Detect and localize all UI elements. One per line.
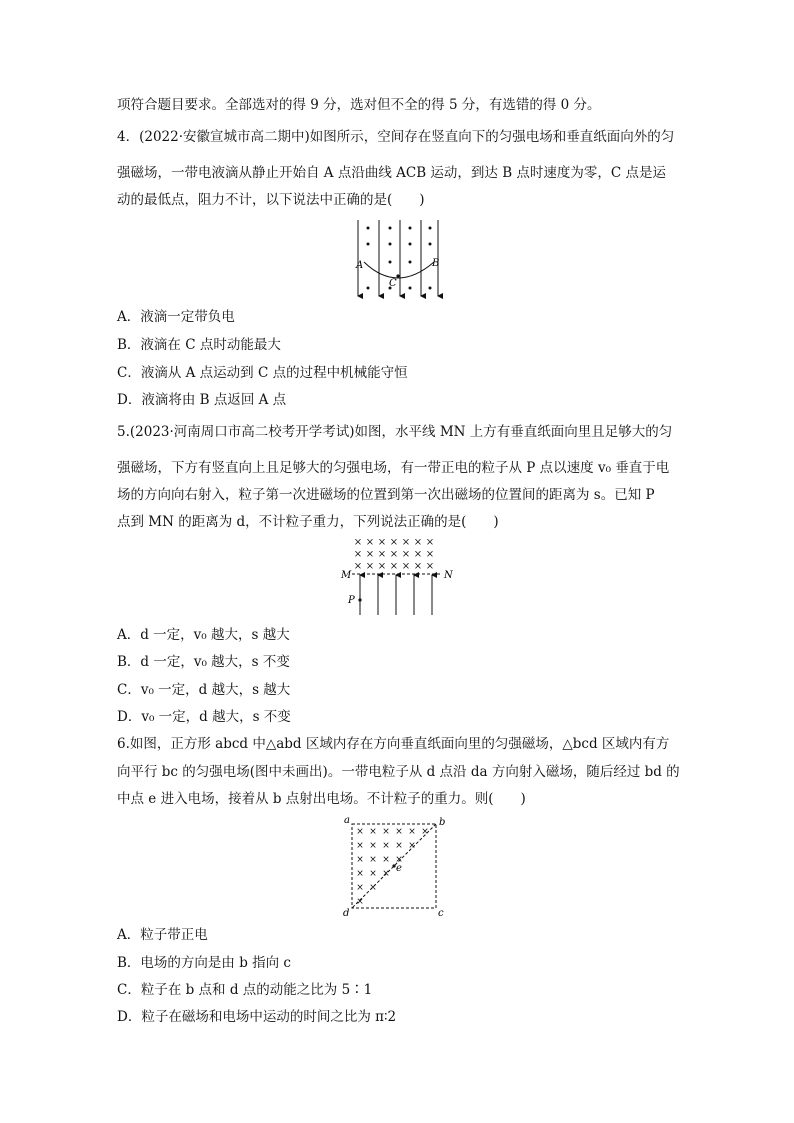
q6-label-d: d — [343, 908, 350, 919]
q4-magnetic-field-dots — [367, 227, 432, 290]
q6-stem-line-3: 中点 e 进入电场，接着从 b 点射出电场。不计粒子的重力。则( ) — [117, 791, 526, 807]
svg-text:×: × — [389, 549, 399, 560]
section-instruction: 项符合题目要求。全部选对的得 9 分，选对但不全的得 5 分，有选错的得 0 分。 — [117, 97, 601, 113]
q4-option-a: A．液滴一定带负电 — [117, 309, 235, 325]
svg-text:×: × — [377, 561, 387, 572]
q5-option-d: D．v₀ 一定，d 越大，s 不变 — [117, 709, 291, 725]
q5-option-a: A．d 一定，v₀ 越大，s 越大 — [117, 627, 290, 643]
svg-text:×: × — [395, 841, 403, 851]
svg-text:×: × — [353, 561, 363, 572]
q4-option-d: D．液滴将由 B 点返回 A 点 — [117, 392, 287, 408]
svg-text:×: × — [365, 549, 375, 560]
q4-stem-line-3: 动的最低点，阻力不计，以下说法中正确的是( ) — [117, 192, 425, 208]
q4-option-c: C．液滴从 A 点运动到 C 点的过程中机械能守恒 — [117, 365, 408, 381]
q6-label-b: b — [439, 817, 446, 828]
svg-text:×: × — [421, 827, 429, 837]
svg-text:×: × — [356, 897, 364, 907]
q6-label-a: a — [344, 815, 350, 826]
q4-option-b: B．液滴在 C 点时动能最大 — [117, 337, 281, 353]
svg-text:×: × — [365, 561, 375, 572]
svg-text:×: × — [353, 537, 363, 548]
svg-text:×: × — [401, 561, 411, 572]
svg-text:×: × — [425, 561, 435, 572]
q5-point-p — [358, 598, 361, 601]
q5-label-m: M — [341, 570, 352, 581]
q4-label-b: B — [432, 258, 440, 269]
svg-text:×: × — [382, 827, 390, 837]
svg-text:×: × — [401, 537, 411, 548]
svg-text:×: × — [356, 827, 364, 837]
svg-text:×: × — [356, 855, 364, 865]
svg-text:×: × — [356, 883, 364, 893]
q6-stem-line-1: 6.如图，正方形 abcd 中△abd 区域内存在方向垂直纸面向里的匀强磁场，△bcd 区域内有方 — [117, 736, 670, 752]
svg-text:×: × — [369, 855, 377, 865]
svg-text:×: × — [356, 841, 364, 851]
svg-text:×: × — [395, 855, 403, 865]
svg-text:×: × — [413, 537, 423, 548]
q6-label-e: e — [396, 863, 402, 874]
svg-text:×: × — [425, 549, 435, 560]
q4-label-a: A — [356, 260, 364, 271]
q6-option-b: B．电场的方向是由 b 指向 c — [117, 955, 291, 971]
svg-text:×: × — [389, 561, 399, 572]
svg-text:×: × — [389, 537, 399, 548]
svg-text:×: × — [377, 537, 387, 548]
q4-label-c: C — [389, 278, 397, 289]
svg-text:×: × — [382, 841, 390, 851]
svg-text:×: × — [369, 827, 377, 837]
svg-text:×: × — [369, 841, 377, 851]
q5-stem-line-4: 点到 MN 的距离为 d，不计粒子重力，下列说法正确的是( ) — [117, 514, 499, 530]
q5-label-n: N — [444, 570, 453, 581]
svg-text:×: × — [413, 561, 423, 572]
q4-stem-line-1: 4．(2022·安徽宣城市高二期中)如图所示，空间存在竖直向下的匀强电场和垂直纸面向外的匀 — [117, 129, 675, 145]
svg-text:×: × — [353, 549, 363, 560]
q5-stem-line-1: 5.(2023·河南周口市高二校考开学考试)如图，水平线 MN 上方有垂直纸面向里且足够大的匀 — [117, 424, 673, 440]
q4-point-c — [396, 274, 399, 277]
q6-option-c: C．粒子在 b 点和 d 点的动能之比为 5∶1 — [117, 982, 373, 998]
q4-stem-line-2: 强磁场，一带电液滴从静止开始自 A 点沿曲线 ACB 运动，到达 B 点时速度为零，C 点是运 — [117, 165, 667, 181]
q6-label-c: c — [438, 908, 444, 919]
svg-text:×: × — [382, 869, 390, 879]
svg-text:×: × — [369, 869, 377, 879]
svg-text:×: × — [413, 549, 423, 560]
svg-text:×: × — [395, 827, 403, 837]
q4-figure — [350, 218, 445, 300]
svg-text:×: × — [356, 869, 364, 879]
q5-stem-line-3: 场的方向向右射入，粒子第一次进磁场的位置到第一次出磁场的位置间的距离为 s。已知 P — [117, 487, 655, 503]
svg-text:×: × — [369, 883, 377, 893]
q6-stem-line-2: 向平行 bc 的匀强电场(图中未画出)。一带电粒子从 d 点沿 da 方向射入磁场，随后经过 bd 的 — [117, 764, 680, 780]
svg-text:×: × — [365, 537, 375, 548]
q5-option-b: B．d 一定，v₀ 越大，s 不变 — [117, 654, 290, 670]
q5-figure — [338, 533, 458, 617]
svg-text:×: × — [401, 549, 411, 560]
q5-label-p: P — [348, 595, 355, 606]
q6-option-a: A．粒子带正电 — [117, 927, 208, 943]
svg-text:×: × — [408, 841, 416, 851]
q6-figure — [340, 815, 450, 921]
q5-stem-line-2: 强磁场，下方有竖直向上且足够大的匀强电场，有一带正电的粒子从 P 点以速度 v₀ 垂直于电 — [117, 460, 670, 476]
svg-text:×: × — [382, 855, 390, 865]
svg-text:×: × — [425, 537, 435, 548]
svg-text:×: × — [377, 549, 387, 560]
q5-magnetic-field-crosses — [354, 537, 434, 572]
svg-text:×: × — [408, 827, 416, 837]
q6-option-d: D．粒子在磁场和电场中运动的时间之比为 π∶2 — [117, 1009, 397, 1025]
q5-option-c: C．v₀ 一定，d 越大，s 越大 — [117, 682, 291, 698]
